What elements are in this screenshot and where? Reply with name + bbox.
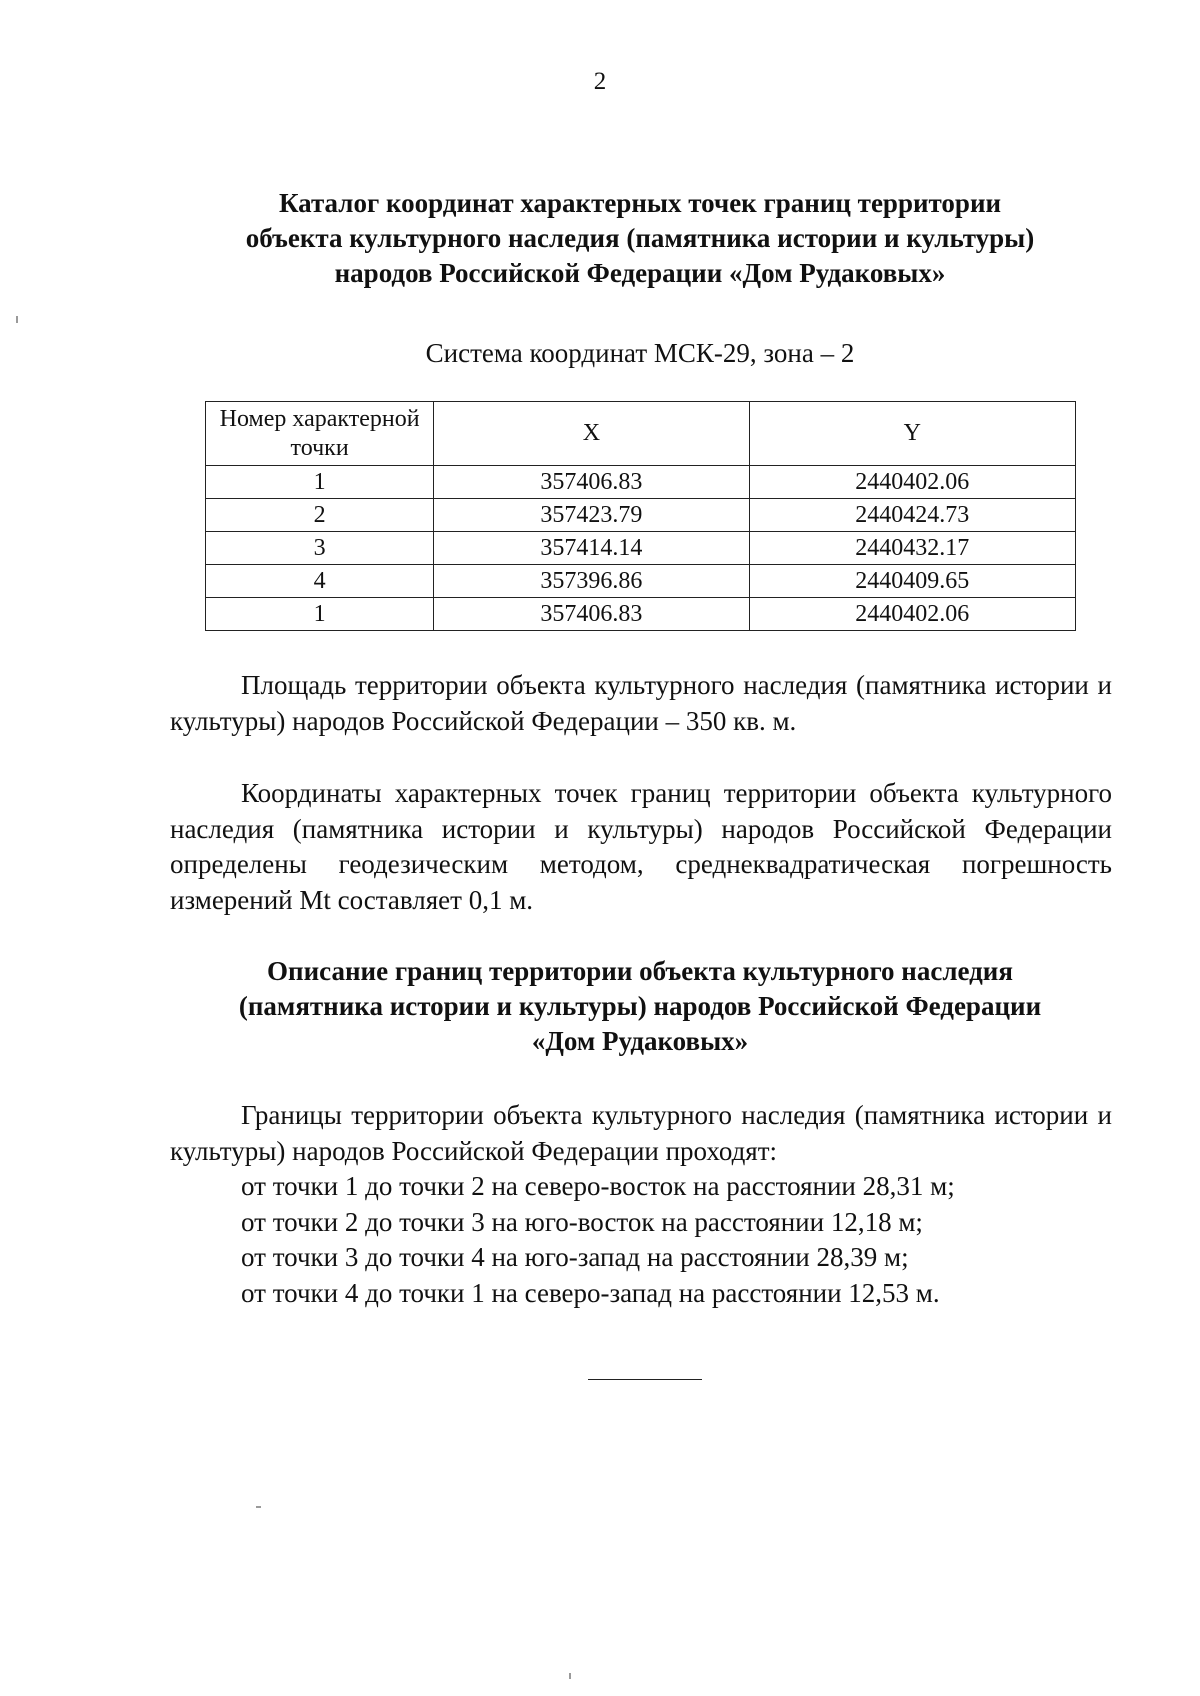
boundary-intro-paragraph bbox=[170, 1098, 1112, 1169]
x-coordinate-cell: 357406.83 bbox=[434, 466, 749, 499]
description-heading bbox=[170, 954, 1110, 1059]
x-coordinate-cell: 357396.86 bbox=[434, 565, 749, 598]
point-number-cell: 1 bbox=[206, 466, 434, 499]
coordinates-table bbox=[205, 401, 1076, 631]
description-heading-line: «Дом Рудаковых» bbox=[531, 1026, 749, 1056]
coordinate-system-label: Система координат МСК-29, зона – 2 bbox=[425, 338, 855, 368]
x-coordinate-cell: 357406.83 bbox=[434, 598, 749, 631]
area-paragraph-text: Площадь территории объекта культурного наследия (памятника истории и культуры) народов Российской Федерации – 350 кв. м. bbox=[170, 670, 1112, 736]
y-coordinate-cell: 2440424.73 bbox=[749, 499, 1075, 532]
point-number-cell: 1 bbox=[206, 598, 434, 631]
boundary-segment-list bbox=[241, 1169, 1121, 1311]
description-heading-line: (памятника истории и культуры) народов Российской Федерации bbox=[238, 991, 1042, 1021]
x-coordinate-cell: 357414.14 bbox=[434, 532, 749, 565]
accuracy-paragraph bbox=[170, 776, 1112, 918]
y-coordinate-cell: 2440432.17 bbox=[749, 532, 1075, 565]
scan-speck bbox=[256, 1506, 261, 1508]
table-row bbox=[206, 499, 1076, 532]
boundary-segment: от точки 1 до точки 2 на северо-восток на расстоянии 28,31 м; bbox=[241, 1171, 955, 1201]
boundary-segment: от точки 4 до точки 1 на северо-запад на расстоянии 12,53 м. bbox=[241, 1277, 940, 1308]
page-number: 2 bbox=[593, 68, 607, 95]
y-coordinate-cell: 2440402.06 bbox=[749, 598, 1075, 631]
scan-speck bbox=[16, 316, 18, 323]
description-heading-line: Описание границ территории объекта культурного наследия bbox=[267, 956, 1013, 986]
catalog-heading-line: Каталог координат характерных точек границ территории bbox=[278, 188, 1002, 218]
x-coordinate-cell: 357423.79 bbox=[434, 499, 749, 532]
point-number-cell: 3 bbox=[206, 532, 434, 565]
area-paragraph bbox=[170, 668, 1112, 739]
catalog-heading bbox=[170, 186, 1110, 291]
catalog-heading-line: объекта культурного наследия (памятника истории и культуры) bbox=[245, 223, 1035, 253]
table-header-row bbox=[206, 402, 1076, 466]
table-row bbox=[206, 598, 1076, 631]
column-header-point-number: Номер характерной точки bbox=[206, 402, 434, 466]
boundary-segment: от точки 3 до точки 4 на юго-запад на расстоянии 28,39 м; bbox=[241, 1242, 909, 1272]
table-row bbox=[206, 466, 1076, 499]
scan-speck bbox=[569, 1673, 571, 1679]
accuracy-paragraph-text: Координаты характерных точек границ территории объекта культурного наследия (памятника истории и культуры) народов Российской Федерации определены геодезическим методом, среднеквадратическая погрешность измерений Mt составляет 0,1 м. bbox=[170, 778, 1112, 915]
point-number-cell: 4 bbox=[206, 565, 434, 598]
table-row bbox=[206, 565, 1076, 598]
catalog-heading-line: народов Российской Федерации «Дом Рудаковых» bbox=[334, 258, 946, 288]
boundary-intro-text: Границы территории объекта культурного наследия (памятника истории и культуры) народов Российской Федерации проходят: bbox=[170, 1100, 1112, 1166]
closing-rule bbox=[588, 1379, 702, 1380]
column-header-y: Y bbox=[749, 402, 1075, 466]
column-header-x: X bbox=[434, 402, 749, 466]
table-row bbox=[206, 532, 1076, 565]
y-coordinate-cell: 2440409.65 bbox=[749, 565, 1075, 598]
boundary-segment: от точки 2 до точки 3 на юго-восток на расстоянии 12,18 м; bbox=[241, 1206, 923, 1237]
point-number-cell: 2 bbox=[206, 499, 434, 532]
y-coordinate-cell: 2440402.06 bbox=[749, 466, 1075, 499]
